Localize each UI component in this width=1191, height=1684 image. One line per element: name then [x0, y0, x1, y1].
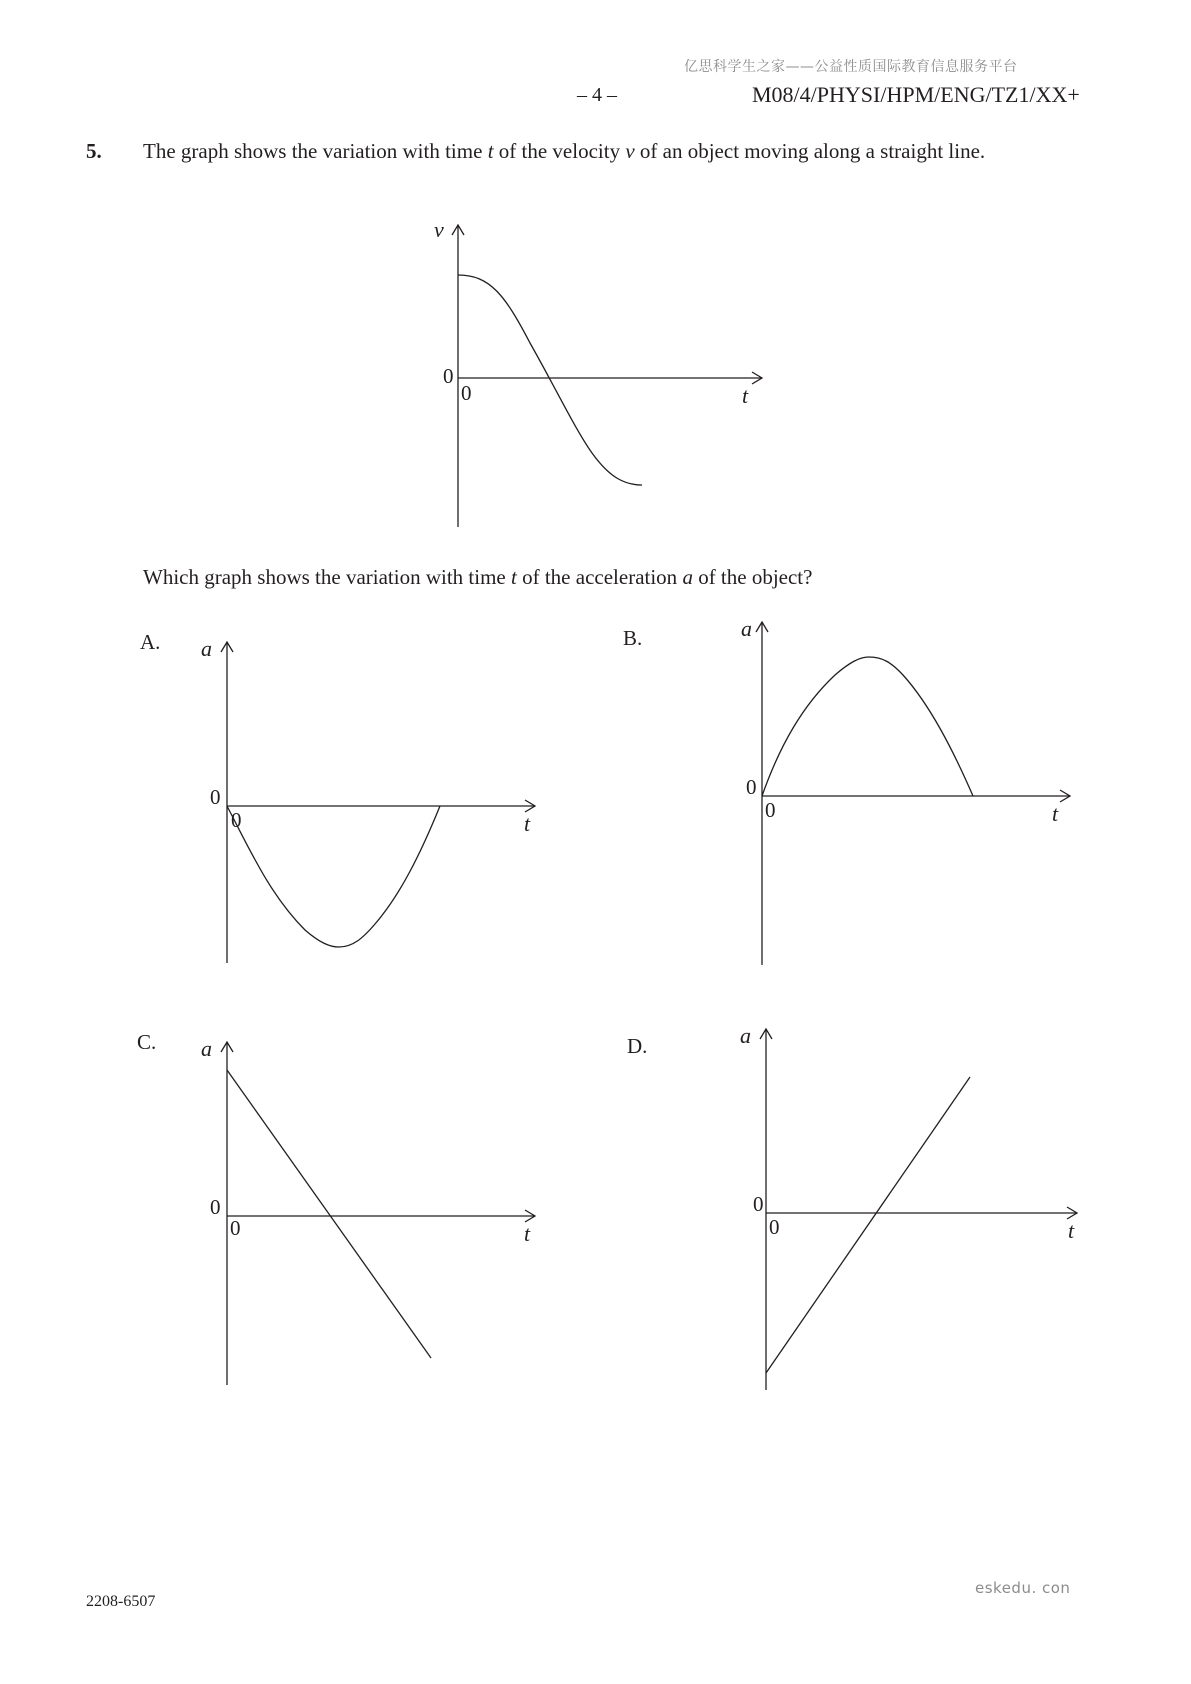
origin-x-label: 0	[231, 808, 242, 832]
option-a-graph[interactable]	[195, 636, 545, 970]
prompt-text-2: of the acceleration	[516, 565, 683, 589]
origin-y-label: 0	[746, 775, 757, 799]
stem-text-2: of the velocity	[493, 139, 626, 163]
prompt-text-1: Which graph shows the variation with time	[143, 565, 512, 589]
t-axis-label: t	[524, 811, 531, 836]
origin-y-label: 0	[753, 1192, 764, 1216]
stem-var-t: t	[487, 139, 494, 163]
prompt-text-3: of the object?	[692, 565, 813, 589]
t-axis-label: t	[742, 383, 749, 408]
stem-text-1: The graph shows the variation with time	[143, 139, 488, 163]
a-axis-label: a	[201, 1036, 212, 1061]
stem-text-3: of an object moving along a straight line.	[634, 139, 986, 163]
prompt-var-t: t	[511, 565, 517, 589]
stem-var-v: v	[625, 139, 635, 163]
t-axis-label: t	[1052, 801, 1059, 826]
option-c-graph[interactable]	[195, 1036, 545, 1390]
option-c-label[interactable]: C.	[137, 1030, 157, 1054]
prompt-var-a: a	[682, 565, 693, 589]
origin-y-label: 0	[210, 1195, 221, 1219]
v-axis-label: v	[434, 217, 444, 242]
origin-x-label: 0	[765, 798, 776, 822]
a-axis-label: a	[740, 1023, 751, 1048]
watermark-top: 亿思科学生之家——公益性质国际教育信息服务平台	[684, 59, 1018, 75]
origin-x-label: 0	[230, 1216, 241, 1240]
question-number: 5.	[86, 139, 102, 163]
document-code: 2208-6507	[86, 1593, 156, 1610]
question-stem	[143, 139, 985, 164]
origin-x-label: 0	[461, 381, 472, 405]
t-axis-label: t	[524, 1221, 531, 1246]
question-prompt	[143, 565, 812, 590]
t-axis-label: t	[1068, 1218, 1075, 1243]
watermark-bottom: eskedu. con	[975, 1579, 1071, 1597]
a-axis-label: a	[201, 636, 212, 661]
acceleration-line-d	[766, 1077, 970, 1373]
option-b-graph[interactable]	[735, 616, 1085, 970]
page-number: – 4 –	[577, 84, 617, 106]
acceleration-curve-a	[227, 806, 440, 947]
velocity-curve	[458, 275, 642, 485]
acceleration-line-c	[227, 1070, 431, 1358]
origin-y-label: 0	[443, 364, 454, 388]
origin-x-label: 0	[769, 1215, 780, 1239]
option-d-graph[interactable]	[735, 1025, 1085, 1395]
option-a-label[interactable]: A.	[140, 630, 161, 654]
option-d-label[interactable]: D.	[627, 1034, 648, 1058]
option-b-label[interactable]: B.	[623, 626, 643, 650]
velocity-time-graph	[420, 215, 780, 535]
paper-code: M08/4/PHYSI/HPM/ENG/TZ1/XX+	[752, 82, 1080, 107]
acceleration-curve-b	[762, 657, 973, 796]
origin-y-label: 0	[210, 785, 221, 809]
a-axis-label: a	[741, 616, 752, 641]
